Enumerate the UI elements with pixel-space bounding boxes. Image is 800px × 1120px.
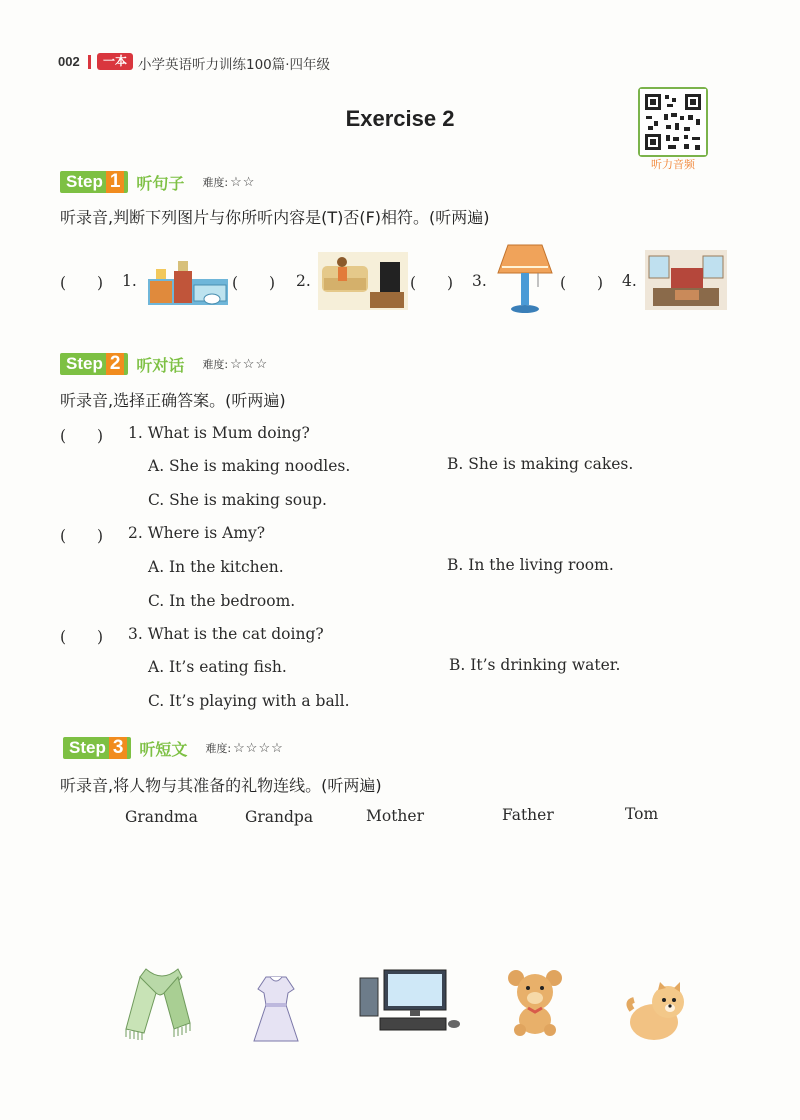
step1-stars: ☆☆ [230, 174, 256, 190]
page-number: 002 [58, 54, 80, 69]
step3-difficulty-label: 难度: [205, 742, 232, 755]
step2-instruction: 听录音,选择正确答案。(听两遍) [60, 391, 286, 410]
person-grandpa[interactable]: Grandpa [245, 808, 314, 826]
person-father[interactable]: Father [502, 806, 554, 824]
book-title: 小学英语听力训练100篇·四年级 [138, 57, 331, 73]
item2-number: 2. [296, 272, 311, 290]
q1-bracket[interactable]: ( ) [60, 427, 104, 445]
teddy-bear-icon[interactable] [502, 968, 568, 1036]
q1-option-b[interactable]: B. She is making cakes. [447, 455, 634, 473]
q2-question: 2. Where is Amy? [128, 524, 266, 542]
q1-option-c[interactable]: C. She is making soup. [148, 491, 327, 509]
exercise-title: Exercise 2 [345, 106, 455, 131]
step2-word: Step [66, 354, 103, 373]
step1-instruction: 听录音,判断下列图片与你所听内容是(T)否(F)相符。(听两遍) [60, 208, 490, 227]
q2-option-b[interactable]: B. In the living room. [447, 556, 614, 574]
scarf-icon[interactable] [120, 965, 204, 1041]
item4-number: 4. [622, 272, 637, 290]
item1-number: 1. [122, 272, 137, 290]
living-room-icon [318, 252, 408, 310]
room-icon [645, 250, 727, 310]
dress-icon[interactable] [250, 975, 302, 1045]
step2-stars: ☆☆☆ [230, 356, 269, 372]
qr-label: 听力音频 [651, 158, 695, 171]
step2-number: 2 [106, 353, 125, 375]
item3-number: 3. [472, 272, 487, 290]
step3-stars: ☆☆☆☆ [233, 740, 284, 756]
step1-header [60, 169, 255, 195]
step2-name: 听对话 [136, 355, 185, 375]
step1-number: 1 [106, 171, 125, 193]
bathroom-icon [146, 257, 230, 307]
step2-header [60, 351, 268, 377]
step1-name: 听句子 [136, 173, 185, 193]
q3-option-a[interactable]: A. It’s eating fish. [148, 658, 287, 676]
q1-question: 1. What is Mum doing? [128, 424, 310, 442]
person-grandma[interactable]: Grandma [125, 808, 198, 826]
step2-difficulty-label: 难度: [202, 358, 229, 371]
q3-question: 3. What is the cat doing? [128, 625, 324, 643]
q3-option-c[interactable]: C. It’s playing with a ball. [148, 692, 350, 710]
lamp-icon [496, 243, 554, 315]
person-mother[interactable]: Mother [366, 807, 424, 825]
q2-option-c[interactable]: C. In the bedroom. [148, 592, 296, 610]
item1-bracket[interactable]: ( ) [60, 274, 104, 292]
computer-icon[interactable] [358, 968, 464, 1034]
header-divider [88, 55, 91, 69]
step3-name: 听短文 [139, 739, 188, 759]
brand-logo: 一本 [97, 53, 133, 70]
step1-word: Step [66, 172, 103, 191]
item2-bracket[interactable]: ( ) [232, 274, 276, 292]
item3-bracket[interactable]: ( ) [410, 274, 454, 292]
step1-difficulty-label: 难度: [202, 176, 229, 189]
q1-option-a[interactable]: A. She is making noodles. [148, 457, 351, 475]
q2-option-a[interactable]: A. In the kitchen. [148, 558, 284, 576]
q3-option-b[interactable]: B. It’s drinking water. [449, 656, 621, 674]
puppy-icon[interactable] [624, 980, 690, 1042]
item4-bracket[interactable]: ( ) [560, 274, 604, 292]
step3-word: Step [69, 738, 106, 757]
person-tom[interactable]: Tom [625, 805, 659, 823]
q3-bracket[interactable]: ( ) [60, 628, 104, 646]
step1-badge [60, 171, 128, 193]
qr-code[interactable] [638, 87, 708, 157]
step3-number: 3 [109, 737, 128, 759]
step3-badge [63, 737, 131, 759]
q2-bracket[interactable]: ( ) [60, 527, 104, 545]
step3-instruction: 听录音,将人物与其准备的礼物连线。(听两遍) [60, 776, 382, 795]
step3-header [63, 735, 284, 761]
step2-badge [60, 353, 128, 375]
